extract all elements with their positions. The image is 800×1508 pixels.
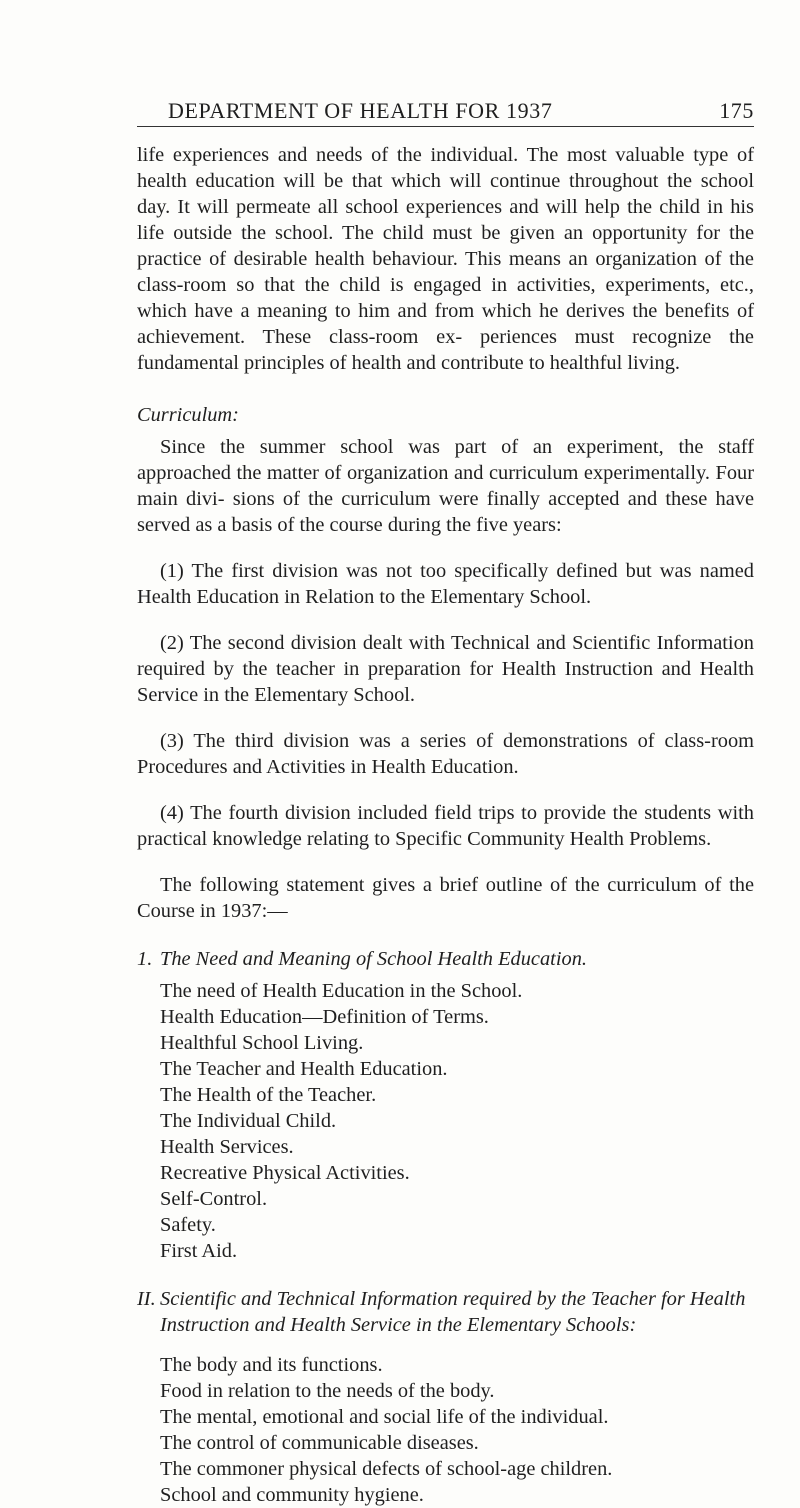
division-2: (2) The second division dealt with Technical and Scientific Information required by the teacher in preparation for Health Instruction and Health Service in the Elementary School. bbox=[137, 632, 754, 706]
list-item: The need of Health Education in the School. bbox=[160, 980, 523, 1002]
list-item: The Health of the Teacher. bbox=[160, 1084, 377, 1106]
page-body bbox=[137, 142, 754, 1508]
list-item: The Individual Child. bbox=[160, 1110, 337, 1132]
header-title: DEPARTMENT OF HEALTH FOR 1937 bbox=[168, 98, 553, 123]
section-2-title-text: Scientific and Technical Information required by the Teacher for Health Instruction and Health Service in the Elementary Schools: bbox=[160, 1288, 746, 1336]
list-item: The control of communicable diseases. bbox=[160, 1432, 479, 1454]
paragraph-intro: life experiences and needs of the individual. The most valuable type of health education will be that which will continue throughout the school day. It will permeate all school experiences and will help the child in his life outside the school. The child must be given an opportunity for the practice of desirable health behaviour. This means an organization of the class-room so that the child is engaged in activities, experiments, etc., which have a meaning to him and from which he derives the benefits of achievement. These class-room ex- periences must recognize the fundamental principles of health and contribute to healthful living. bbox=[137, 144, 754, 374]
list-item: Recreative Physical Activities. bbox=[160, 1162, 410, 1184]
section-2-list bbox=[137, 1352, 754, 1508]
list-item: The commoner physical defects of school-age children. bbox=[160, 1458, 613, 1480]
list-item: Healthful School Living. bbox=[160, 1032, 364, 1054]
list-item: Health Education—Definition of Terms. bbox=[160, 1006, 489, 1028]
list-item: The body and its functions. bbox=[160, 1354, 383, 1376]
curriculum-heading: Curriculum: bbox=[137, 404, 239, 426]
division-1: (1) The first division was not too specifically defined but was named Health Education in Relation to the Elementary School. bbox=[137, 560, 754, 608]
list-item: Safety. bbox=[160, 1214, 216, 1236]
list-item: The Teacher and Health Education. bbox=[160, 1058, 448, 1080]
section-1-title-text: The Need and Meaning of School Health Education. bbox=[160, 948, 587, 970]
section-1-list bbox=[137, 978, 754, 1264]
list-item: School and community hygiene. bbox=[160, 1484, 424, 1506]
paragraph-curriculum: Since the summer school was part of an experiment, the staff approached the matter of organization and curriculum experimentally. Four main divi- sions of the curriculum were finally accepted and these have served as a basis of the course during the five years: bbox=[137, 436, 754, 536]
section-1-title bbox=[137, 946, 754, 972]
list-item: Health Services. bbox=[160, 1136, 294, 1158]
section-2-number: II. bbox=[137, 1288, 156, 1310]
list-item: The mental, emotional and social life of the individual. bbox=[160, 1406, 609, 1428]
paragraph-outline: The following statement gives a brief outline of the curriculum of the Course in 1937:— bbox=[137, 874, 754, 922]
list-item: Self-Control. bbox=[160, 1188, 268, 1210]
section-1-number: 1. bbox=[137, 948, 153, 970]
division-4: (4) The fourth division included field trips to provide the students with practical knowledge relating to Specific Community Health Problems. bbox=[137, 802, 754, 850]
header-rule bbox=[137, 126, 754, 127]
page-number: 175 bbox=[719, 98, 754, 123]
section-2-title bbox=[137, 1286, 754, 1338]
division-3: (3) The third division was a series of demonstrations of class-room Procedures and Activities in Health Education. bbox=[137, 730, 754, 778]
running-header bbox=[168, 98, 754, 124]
list-item: First Aid. bbox=[160, 1240, 238, 1262]
list-item: Food in relation to the needs of the body. bbox=[160, 1380, 495, 1402]
